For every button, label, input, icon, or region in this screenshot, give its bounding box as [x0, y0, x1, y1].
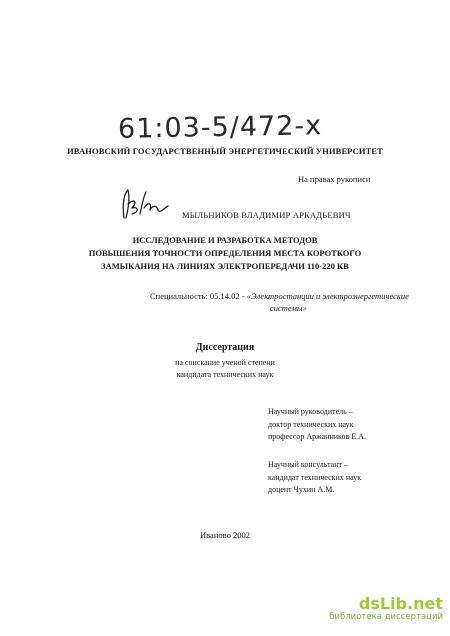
- consultant-line: Научный консультант –: [268, 460, 348, 469]
- degree-line: кандидата технических наук: [176, 370, 274, 379]
- scientific-consultant: [268, 459, 361, 497]
- title-line: ЗАМЫКАНИЯ НА ЛИНИЯХ ЭЛЕКТРОПЕРЕДАЧИ 110-220 КВ: [101, 261, 349, 271]
- title-line: ИССЛЕДОВАНИЕ И РАЗРАБОТКА МЕТОДОВ: [132, 235, 318, 245]
- watermark-subtitle: библиотека диссертаций: [329, 612, 443, 622]
- advisor-line: доктор технических наук: [268, 419, 354, 429]
- degree-line: на соискание ученой степени: [175, 358, 275, 367]
- specialty-name: «Электростанции и электроэнергетические: [246, 291, 409, 301]
- consultant-line: доцент Чухин А.М.: [268, 485, 335, 494]
- watermark-brand[interactable]: dsLib.net: [358, 594, 443, 613]
- scientific-advisor: [268, 406, 366, 444]
- title-line: ПОВЫШЕНИЯ ТОЧНОСТИ ОПРЕДЕЛЕНИЯ МЕСТА КОРОТКОГО: [88, 248, 362, 258]
- university-name: ИВАНОВСКИЙ ГОСУДАРСТВЕННЫЙ ЭНЕРГЕТИЧЕСКИЙ УНИВЕРСИТЕТ: [67, 146, 383, 156]
- document-type: Диссертация: [195, 342, 255, 353]
- specialty-label: Специальность: 05.14.02 -: [150, 291, 247, 301]
- site-watermark[interactable]: [283, 596, 443, 623]
- advisor-line: Научный руководитель –: [268, 407, 353, 416]
- dissertation-title: [0, 234, 450, 273]
- handwritten-signature: [118, 184, 172, 224]
- specialty: [150, 290, 410, 314]
- author-name: МЫЛЬНИКОВ ВЛАДИМИР АРКАДЬЕВИЧ: [182, 210, 351, 220]
- degree-statement: [0, 357, 450, 381]
- manuscript-rights-note: На правах рукописи: [298, 174, 371, 184]
- specialty-name-continued: системы»: [270, 303, 307, 313]
- city-year: Иваново 2002: [200, 530, 250, 540]
- consultant-line: кандидат технических наук: [268, 472, 362, 482]
- archive-code-handwritten: 61:03-5/472-x: [117, 110, 323, 145]
- advisor-line: профессор Аржанников Е.А.: [268, 432, 366, 441]
